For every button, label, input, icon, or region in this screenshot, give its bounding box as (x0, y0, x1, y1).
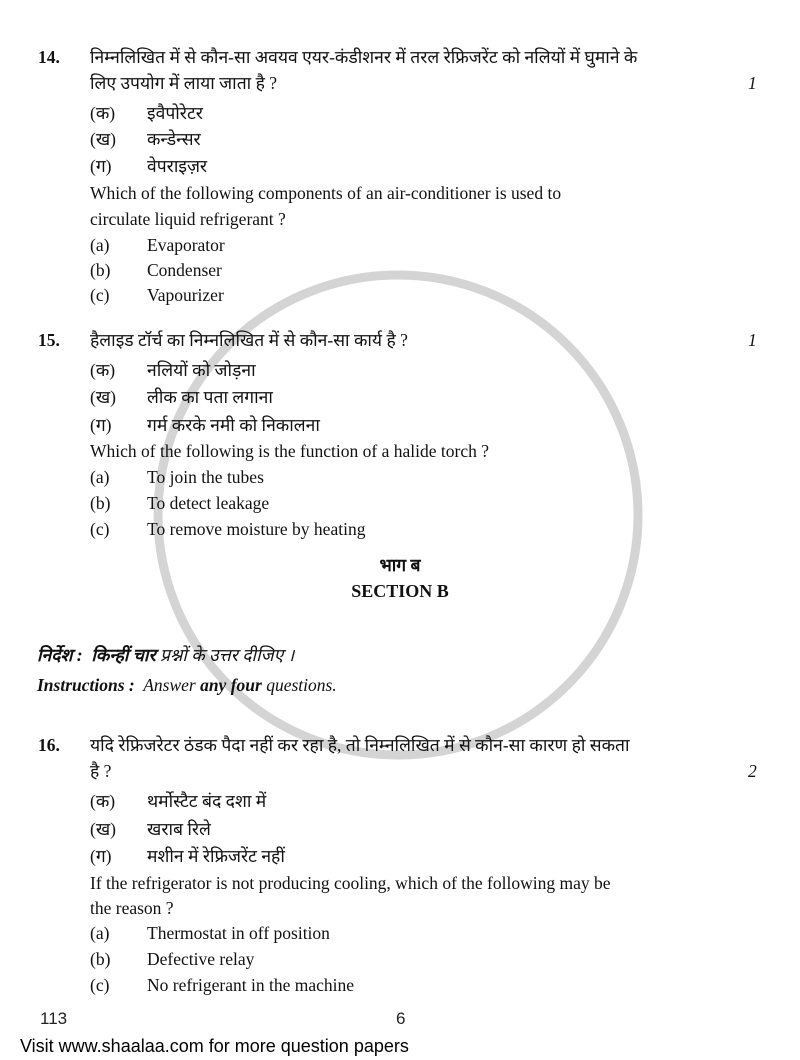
option-text: To detect leakage (147, 493, 270, 513)
option-label: (क) (90, 103, 116, 123)
marks: 1 (748, 73, 757, 93)
question-text-hindi: हैलाइड टॉर्च का निम्नलिखित में से कौन-सा कार्य है ? (90, 330, 408, 350)
option-label: (ख) (90, 819, 116, 839)
question-number: 15. (38, 330, 60, 350)
question-number: 14. (38, 47, 60, 67)
option-label: (ख) (90, 129, 116, 149)
option-label: (ग) (90, 846, 112, 866)
question-text-hindi: यदि रेफ्रिजरेटर ठंडक पैदा नहीं कर रहा है, तो निम्नलिखित में से कौन-सा कारण हो सकता (90, 735, 630, 755)
option-label: (a) (90, 923, 110, 943)
option-text: Evaporator (147, 235, 225, 255)
option-label: (b) (90, 949, 111, 969)
option-text: To remove moisture by heating (147, 519, 366, 539)
option-label: (c) (90, 519, 110, 539)
instructions-emphasis: any four (200, 675, 262, 695)
option-text: लीक का पता लगाना (147, 387, 273, 407)
option-text: Defective relay (147, 949, 255, 969)
option-label: (b) (90, 493, 111, 513)
option-label: (क) (90, 791, 116, 811)
option-text: मशीन में रेफ्रिजरेंट नहीं (147, 846, 285, 866)
option-text: Vapourizer (147, 285, 224, 305)
section-title-english: SECTION B (351, 581, 449, 601)
option-label: (ख) (90, 387, 116, 407)
option-text: इवैपोरेटर (147, 103, 203, 123)
question-14 (0, 44, 800, 307)
option-text: Thermostat in off position (147, 923, 330, 943)
paper-code: 113 (40, 1009, 68, 1028)
option-label: (c) (90, 285, 110, 305)
question-text-english: the reason ? (90, 898, 174, 918)
question-text-hindi: है ? (90, 761, 112, 781)
option-text: नलियों को जोड़ना (147, 360, 256, 380)
instructions-text: Answer (143, 675, 196, 695)
instructions-text: questions. (266, 675, 337, 695)
marks: 2 (748, 761, 757, 781)
instructions-label: Instructions : (37, 675, 135, 695)
question-text-english: Which of the following components of an air-conditioner is used to (90, 183, 562, 203)
option-label: (ग) (90, 415, 112, 435)
instructions-label: निर्देश : (37, 645, 83, 665)
question-text-hindi: निम्नलिखित में से कौन-सा अवयव एयर-कंडीशनर में तरल रेफ्रिजरेंट को नलियों में घुमाने के (90, 47, 638, 67)
option-label: (a) (90, 467, 110, 487)
option-text: No refrigerant in the machine (147, 975, 354, 995)
instructions-text: प्रश्नों के उत्तर दीजिए । (159, 645, 295, 665)
instructions-hindi (37, 642, 294, 668)
visit-link[interactable]: Visit www.shaalaa.com for more question papers (20, 1036, 409, 1056)
question-text-english: circulate liquid refrigerant ? (90, 209, 286, 229)
question-text-english: Which of the following is the function of a halide torch ? (90, 441, 489, 461)
section-heading (0, 552, 800, 604)
option-text: थर्मोस्टैट बंद दशा में (147, 791, 267, 811)
instructions-english (37, 672, 337, 698)
option-label: (b) (90, 260, 111, 280)
option-label: (a) (90, 235, 110, 255)
question-text-english: If the refrigerator is not producing cooling, which of the following may be (90, 873, 611, 893)
option-text: कन्डेन्सर (147, 129, 201, 149)
question-15 (0, 327, 800, 542)
option-text: गर्म करके नमी को निकालना (147, 415, 320, 435)
page-number: 6 (396, 1009, 406, 1028)
question-number: 16. (38, 735, 60, 755)
option-text: वेपराइज़र (147, 156, 208, 176)
marks: 1 (748, 330, 757, 350)
instructions (0, 642, 800, 698)
option-label: (c) (90, 975, 110, 995)
option-label: (क) (90, 360, 116, 380)
question-16 (0, 732, 800, 998)
option-text: Condenser (147, 260, 222, 280)
option-label: (ग) (90, 156, 112, 176)
section-title-hindi: भाग ब (379, 555, 421, 575)
instructions-emphasis: किन्हीं चार (91, 645, 156, 665)
option-text: खराब रिले (147, 819, 211, 839)
question-text-hindi: लिए उपयोग में लाया जाता है ? (90, 73, 278, 93)
option-text: To join the tubes (147, 467, 264, 487)
